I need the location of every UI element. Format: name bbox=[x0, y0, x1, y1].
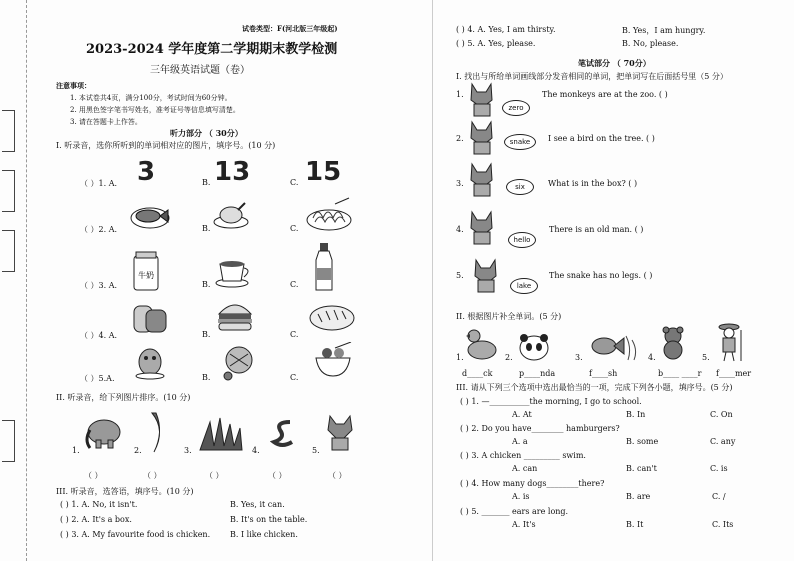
mc-option-b: B. are bbox=[626, 492, 651, 501]
picture-number: 3. bbox=[575, 353, 583, 362]
item-sentence: What is in the box? ( ) bbox=[548, 179, 638, 188]
wolf-picture bbox=[322, 412, 358, 452]
option-c-label: C. bbox=[290, 178, 299, 187]
option-c-label: C. bbox=[290, 224, 299, 233]
written-part3-heading: III. 请从下列三个选项中选出最恰当的一项，完成下列各小题，填序号。(5 分) bbox=[456, 383, 733, 392]
question-number: （ ）2. A. bbox=[80, 225, 118, 234]
answer-item: ( ) 5. A. Yes, please. bbox=[456, 39, 536, 48]
mc-option-c: C. / bbox=[712, 492, 726, 501]
picture-number: 3. bbox=[184, 446, 192, 455]
word-blank: d____ck bbox=[462, 369, 493, 378]
listening-part2-heading: II. 听录音，给下列图片排序。(10 分) bbox=[56, 393, 191, 402]
page-subtitle: 三年级英语试题（卷） bbox=[150, 65, 250, 76]
mc-option-c: C. any bbox=[710, 437, 736, 446]
word-bubble: hello bbox=[508, 232, 536, 248]
pet-eating-picture bbox=[132, 344, 168, 380]
word-bubble: lake bbox=[510, 278, 538, 294]
mc-option-c: C. Its bbox=[712, 520, 734, 529]
answer-option-b: B. Yes, it can. bbox=[230, 500, 285, 509]
question-number: （ ）1. A. bbox=[80, 179, 118, 188]
option-c-label: C. bbox=[290, 280, 299, 289]
answer-item: ( ) 2. A. It's a box. bbox=[60, 515, 132, 524]
word-blank: f____sh bbox=[589, 369, 618, 378]
binding-box bbox=[2, 170, 15, 212]
written-part1-heading: I. 找出与所给单词画线部分发音相同的单词，把单词写在后面括号里（5 分） bbox=[456, 72, 728, 81]
written-part2-heading: II. 根据图片补全单词。(5 分) bbox=[456, 312, 562, 321]
item-number: 1. bbox=[456, 90, 464, 99]
listening-heading: 听力部分 （ 30分） bbox=[170, 128, 243, 138]
item-sentence: The snake has no legs. ( ) bbox=[549, 271, 653, 280]
digit-3-picture: 3 bbox=[137, 157, 156, 187]
digit-13-picture: 13 bbox=[214, 157, 251, 187]
item-sentence: The monkeys are at the zoo. ( ) bbox=[542, 90, 668, 99]
mc-option-c: C. is bbox=[710, 464, 728, 473]
binding-margin bbox=[0, 0, 27, 561]
mc-option-a: A. At bbox=[512, 410, 532, 419]
answer-option-b: B. No, please. bbox=[622, 39, 679, 48]
answer-option-b: B. It's on the table. bbox=[230, 515, 308, 524]
mc-option-b: B. In bbox=[626, 410, 646, 419]
word-bubble: snake bbox=[504, 134, 536, 150]
option-b-label: B. bbox=[202, 280, 211, 289]
binding-box bbox=[2, 420, 15, 462]
picture-number: 2. bbox=[505, 353, 513, 362]
note-item: 1. 本试卷共4页，满分100分，考试时间为60分钟。 bbox=[70, 94, 232, 102]
noodle-bowl-picture bbox=[313, 342, 353, 382]
question-number: （ ）4. A. bbox=[80, 331, 118, 340]
cat-reading-picture bbox=[470, 256, 506, 294]
roast-chicken-picture bbox=[213, 198, 249, 230]
item-sentence: There is an old man. ( ) bbox=[549, 225, 644, 234]
word-blank: b____ ____r bbox=[658, 369, 702, 378]
answer-item: ( ) 4. A. Yes, I am thirsty. bbox=[456, 25, 556, 34]
mc-option-a: A. can bbox=[512, 464, 538, 473]
word-blank: p____nda bbox=[519, 369, 556, 378]
bear-picture bbox=[660, 326, 686, 360]
answer-item: ( ) 3. A. My favourite food is chicken. bbox=[60, 530, 211, 539]
mc-option-b: B. It bbox=[626, 520, 644, 529]
option-b-label: B. bbox=[202, 330, 211, 339]
juice-bottle-picture bbox=[313, 242, 335, 292]
exam-type: 试卷类型：F(河北版三年级起) bbox=[242, 24, 338, 33]
picture-number: 1. bbox=[456, 353, 464, 362]
answer-option-b: B. I like chicken. bbox=[230, 530, 298, 539]
noodles-plate-picture bbox=[305, 196, 353, 232]
snake-picture bbox=[270, 418, 296, 448]
binding-box bbox=[2, 110, 15, 152]
mc-question: ( ) 4. How many dogs________there? bbox=[460, 479, 605, 488]
elephant-picture bbox=[82, 412, 124, 450]
option-b-label: B. bbox=[202, 373, 211, 382]
goldfish-picture bbox=[584, 330, 640, 362]
grass-picture bbox=[196, 416, 244, 452]
bread-loaf-picture bbox=[308, 302, 356, 334]
note-item: 3. 请在答题卡上作答。 bbox=[70, 118, 142, 126]
order-blank: （ ） bbox=[143, 471, 162, 480]
word-bubble: zero bbox=[502, 100, 530, 116]
order-blank: （ ） bbox=[328, 471, 347, 480]
panda-picture bbox=[516, 330, 552, 362]
written-heading: 笔试部分 （ 70分） bbox=[578, 58, 651, 68]
bread-picture bbox=[130, 300, 170, 336]
option-c-label: C. bbox=[290, 373, 299, 382]
fruit-basket-picture bbox=[218, 344, 260, 382]
mc-question: ( ) 1. —__________the morning, I go to school. bbox=[460, 397, 642, 406]
mc-option-a: A. a bbox=[512, 437, 528, 446]
order-blank: （ ） bbox=[84, 471, 103, 480]
fish-plate-picture bbox=[130, 200, 170, 230]
mc-question: ( ) 3. A chicken _________ swim. bbox=[460, 451, 586, 460]
picture-number: 4. bbox=[252, 446, 260, 455]
mc-option-a: A. It's bbox=[512, 520, 536, 529]
picture-number: 5. bbox=[312, 446, 320, 455]
order-blank: （ ） bbox=[205, 471, 224, 480]
cat-reading-picture bbox=[466, 118, 502, 156]
question-number: （ ）3. A. bbox=[80, 281, 118, 290]
word-bubble: six bbox=[506, 179, 534, 195]
digit-15-picture: 15 bbox=[305, 157, 342, 187]
order-blank: （ ） bbox=[268, 471, 287, 480]
mc-option-b: B. can't bbox=[626, 464, 657, 473]
duck-picture bbox=[464, 326, 498, 362]
column-divider bbox=[432, 0, 433, 561]
option-b-label: B. bbox=[202, 178, 211, 187]
tea-cup-picture bbox=[214, 256, 254, 288]
cat-reading-picture bbox=[466, 208, 502, 246]
option-b-label: B. bbox=[202, 224, 211, 233]
option-c-label: C. bbox=[290, 330, 299, 339]
item-number: 3. bbox=[456, 179, 464, 188]
hamburger-picture bbox=[216, 298, 254, 334]
farmer-picture bbox=[715, 322, 747, 362]
item-number: 5. bbox=[456, 271, 464, 280]
item-number: 2. bbox=[456, 134, 464, 143]
note-item: 2. 用黑色签字笔书写姓名，准考证号等信息填写清楚。 bbox=[70, 106, 240, 114]
answer-option-b: B. Yes，I am hungry. bbox=[622, 26, 706, 35]
mc-option-b: B. some bbox=[626, 437, 659, 446]
cat-reading-picture bbox=[466, 80, 502, 118]
page-title: 2023-2024 学年度第二学期期末教学检测 bbox=[86, 42, 338, 57]
listening-part3-heading: III. 听录音，选答语，填序号。(10 分) bbox=[56, 487, 194, 496]
word-blank: f____mer bbox=[716, 369, 752, 378]
milk-carton-picture bbox=[130, 250, 162, 292]
listening-part1-heading: I. 听录音，选你所听到的单词相对应的图片，填序号。(10 分) bbox=[56, 141, 276, 150]
notes-heading: 注意事项： bbox=[56, 81, 91, 90]
mc-option-c: C. On bbox=[710, 410, 733, 419]
item-sentence: I see a bird on the tree. ( ) bbox=[548, 134, 655, 143]
mc-option-a: A. is bbox=[512, 492, 530, 501]
mc-question: ( ) 5. _______ ears are long. bbox=[460, 507, 569, 516]
question-number: （ ）5.A. bbox=[80, 374, 115, 383]
milk-label: 牛奶 bbox=[138, 271, 154, 280]
picture-number: 5. bbox=[702, 353, 710, 362]
picture-number: 2. bbox=[134, 446, 142, 455]
picture-number: 4. bbox=[648, 353, 656, 362]
mc-question: ( ) 2. Do you have________ hamburgers? bbox=[460, 424, 620, 433]
answer-item: ( ) 1. A. No, it isn't. bbox=[60, 500, 138, 509]
banana-picture bbox=[146, 410, 170, 454]
item-number: 4. bbox=[456, 225, 464, 234]
cat-reading-picture bbox=[466, 160, 502, 198]
picture-number: 1. bbox=[72, 446, 80, 455]
binding-box bbox=[2, 230, 15, 272]
